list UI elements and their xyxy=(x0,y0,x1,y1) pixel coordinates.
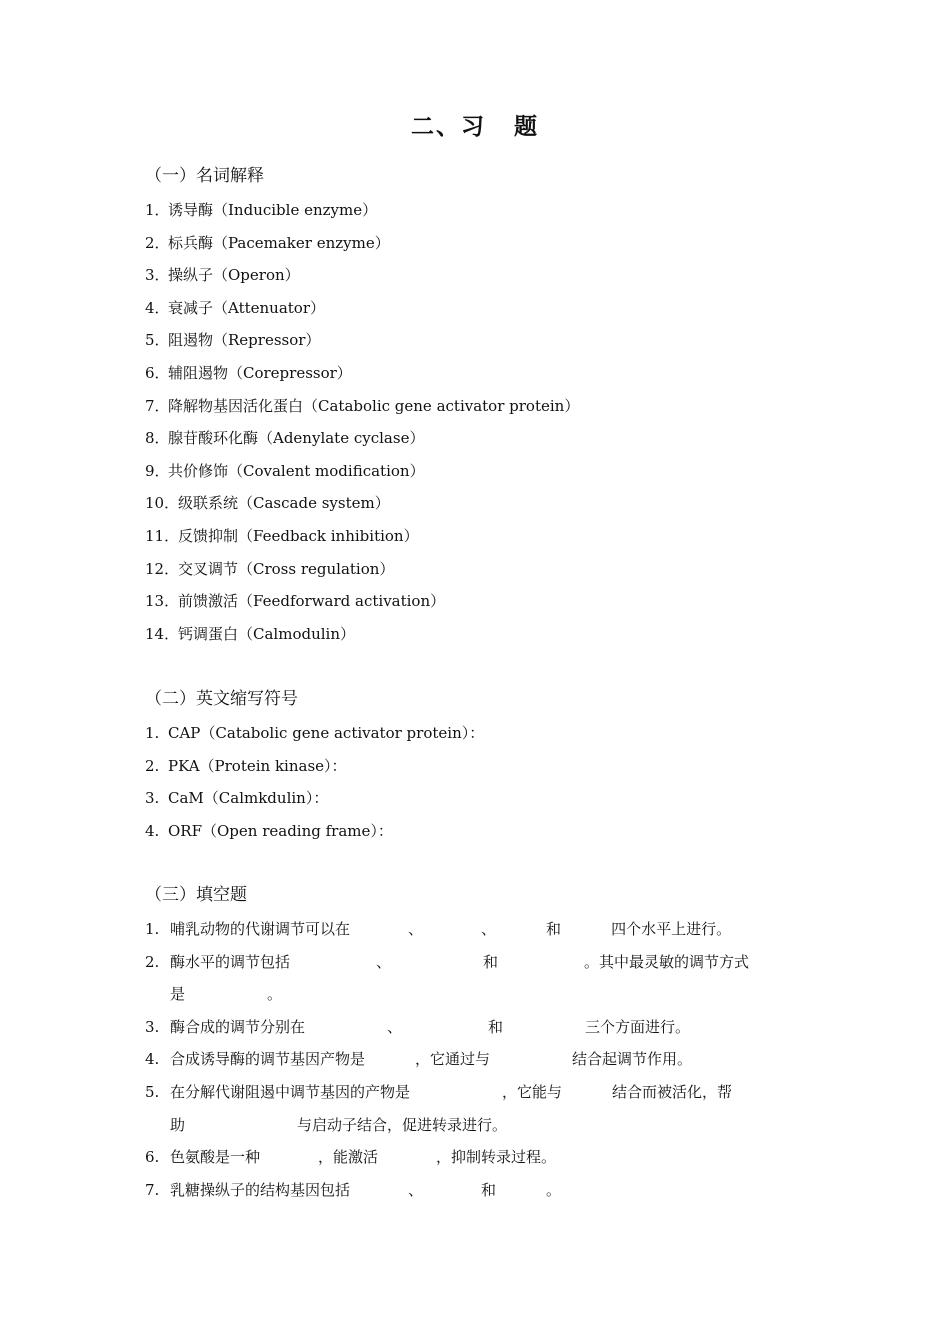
fill-question-4: 4. 合成诱导酶的调节基因产物是 ，它通过与 结合起调节作用。 xyxy=(145,1050,693,1069)
section-heading-definitions: （一）名词解释 xyxy=(145,166,264,186)
list-item: 14．钙调蛋白（Calmodulin） xyxy=(145,624,355,643)
fill-question-5: 5. 在分解代谢阻遏中调节基因的产物是 ，它能与 结合而被活化，帮 xyxy=(145,1082,733,1101)
fill-question-6: 6. 色氨酸是一种 ，能激活 ，抑制转录过程。 xyxy=(145,1148,557,1167)
fill-question-1: 1. 哺乳动物的代谢调节可以在 、 、 和 四个水平上进行。 xyxy=(145,920,732,938)
fill-question-2: 2. 酶水平的调节包括 、 和 。其中最灵敏的调节方式 xyxy=(145,952,750,971)
page-title: 二、习 题 xyxy=(410,114,539,140)
section-heading-fill-in: （三）填空题 xyxy=(145,885,247,905)
list-item: 3. CaM（Calmkdulin）： xyxy=(145,789,329,808)
list-item: 8．腺苷酸环化酶（Adenylate cyclase） xyxy=(145,429,425,448)
list-item: 11．反馈抑制（Feedback inhibition） xyxy=(145,526,419,545)
list-item: 13．前馈激活（Feedforward activation） xyxy=(145,592,446,611)
fill-in-list xyxy=(145,913,815,1206)
list-item: 1. CAP（Catabolic gene activator protein）： xyxy=(145,724,485,742)
list-item: 12．交叉调节（Cross regulation） xyxy=(145,559,395,578)
fill-question-3: 3. 酶合成的调节分别在 、 和 三个方面进行。 xyxy=(145,1017,691,1036)
fill-question-5-continuation: 助 与启动子结合，促进转录进行。 xyxy=(170,1115,508,1134)
list-item: 1．诱导酶（Inducible enzyme） xyxy=(145,201,378,219)
list-item: 10．级联系统（Cascade system） xyxy=(145,494,390,513)
list-item: 4．衰减子（Attenuator） xyxy=(145,298,325,317)
section-heading-abbreviations: （二）英文缩写符号 xyxy=(145,689,298,709)
fill-question-2-continuation: 是 。 xyxy=(170,985,283,1004)
list-item: 5．阻遏物（Repressor） xyxy=(145,331,321,350)
list-item: 3．操纵子（Operon） xyxy=(145,266,300,285)
list-item: 9．共价修饰（Covalent modification） xyxy=(145,461,425,480)
list-item: 4. ORF（Open reading frame）： xyxy=(145,821,393,840)
abbreviations-list xyxy=(145,717,484,847)
list-item: 6．辅阻遏物（Corepressor） xyxy=(145,363,352,382)
list-item: 2．标兵酶（Pacemaker enzyme） xyxy=(145,233,390,252)
list-item: 2. PKA（Protein kinase）： xyxy=(145,756,347,775)
fill-question-7: 7. 乳糖操纵子的结构基因包括 、 和 。 xyxy=(145,1180,562,1199)
definitions-list xyxy=(145,194,579,650)
list-item: 7．降解物基因活化蛋白（Catabolic gene activator protein） xyxy=(145,396,580,415)
